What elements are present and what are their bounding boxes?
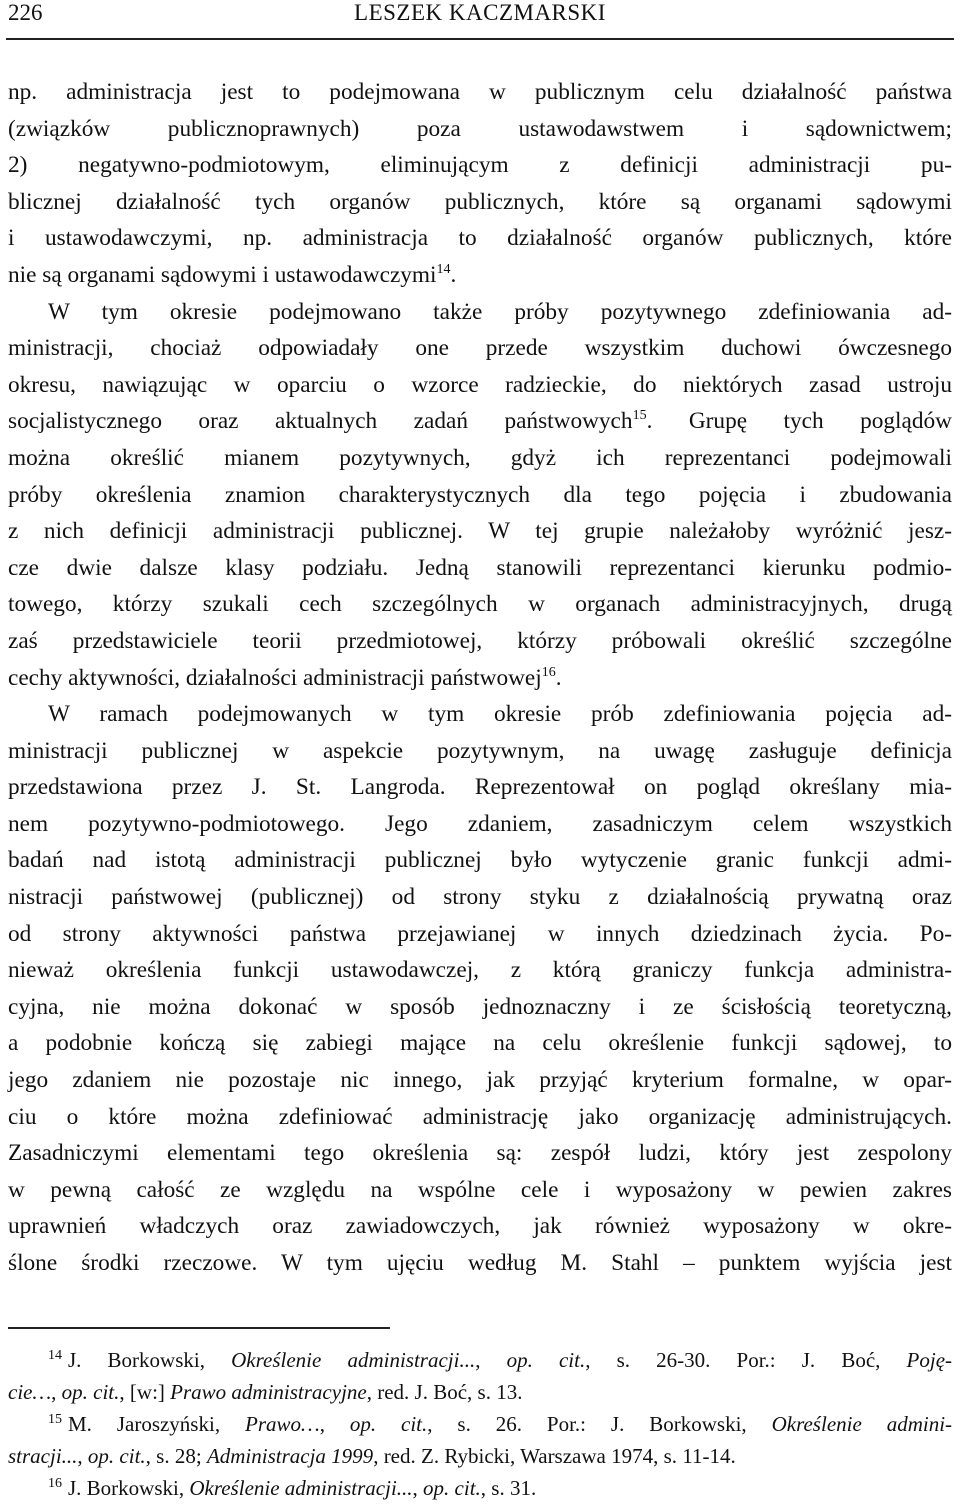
text-line: można określić mianem pozytywnych, gdyż ich reprezentanci podejmowali <box>8 444 952 471</box>
header-rule <box>6 38 954 40</box>
text-line: (związków publicznoprawnych) poza ustawodawstwem i sądownictwem; <box>8 115 952 142</box>
text-line: uprawnień władczych oraz zawiadowczych, jak również wyposażony w okre- <box>8 1213 952 1240</box>
footnote-ref-16: 16 <box>541 664 556 680</box>
text-line: cze dwie dalsze klasy podziału. Jedną stanowili reprezentanci kierunku podmio- <box>8 554 952 581</box>
page-header <box>8 0 952 30</box>
text-line: badań nad istotą administracji publicznej było wytyczenie granic funkcji admi- <box>8 847 952 874</box>
text-line: w pewną całość ze względu na wspólne cele i wyposażony w pewien zakres <box>8 1176 952 1203</box>
footnotes <box>8 1344 952 1504</box>
footnote-separator <box>8 1327 390 1329</box>
footnote-ref-15: 15 <box>632 408 647 424</box>
text-line: towego, którzy szukali cech szczególnych w organach administracyjnych, drugą <box>8 591 952 618</box>
text-line: od strony aktywności państwa przejawianej w innych dziedzinach życia. Po- <box>8 920 952 947</box>
footnote-15: $^{15}$ M. Jaroszyński, Prawo…, op. cit., s. 26. Por.: J. Borkowski, Określenie admini- <box>48 1412 953 1436</box>
text-line: zaś przedstawiciele teorii przedmiotowej, którzy próbowali określić szczególne <box>8 627 952 654</box>
text-line: nistracji państwowej (publicznej) od strony styku z działalnością prywatną oraz <box>8 884 952 911</box>
text-line: nem pozytywno-podmiotowego. Jego zdaniem, zasadniczym celem wszystkich <box>8 810 952 837</box>
text-line: jego zdaniem nie pozostaje nic innego, jak przyjąć kryterium formalne, w opar- <box>8 1067 952 1094</box>
text-line: cyjna, nie można dokonać w sposób jednoznaczny i ze ścisłością teoretyczną, <box>8 993 952 1020</box>
text-line: socjalistycznego oraz aktualnych zadań państwowych$^{15}$. Grupę tych poglądów <box>8 408 952 435</box>
footnote-number: 15 <box>48 1412 62 1427</box>
footnote-15-cont: stracji..., op. cit., s. 28; Administracja 1999, red. Z. Rybicki, Warszawa 1974, s. 11-14. <box>8 1444 736 1468</box>
running-title: LESZEK KACZMARSKI <box>354 0 606 25</box>
text-line: przedstawiona przez J. St. Langroda. Reprezentował on pogląd określany mia- <box>8 774 952 801</box>
footnote-14-cont: cie…, op. cit., [w:] Prawo administracyjne, red. J. Boć, s. 13. <box>8 1380 523 1404</box>
text-line: z nich definicji administracji publicznej. W tej grupie należałoby wyróżnić jesz- <box>8 518 952 545</box>
text-line: cechy aktywności, działalności administracji państwowej$^{16}$. <box>8 664 562 691</box>
text-line: blicznej działalność tych organów publicznych, które są organami sądowymi <box>8 188 952 215</box>
text-line: Zasadniczymi elementami tego określenia są: zespół ludzi, który jest zespolony <box>8 1140 952 1167</box>
text-line: ministracji, chociaż odpowiadały one przede wszystkim duchowi ówczesnego <box>8 335 952 362</box>
text-line: W tym okresie podejmowano także próby pozytywnego zdefiniowania ad- <box>48 298 952 325</box>
footnote-number: 14 <box>48 1348 62 1363</box>
text-line: ministracji publicznej w aspekcie pozytywnym, na uwagę zasługuje definicja <box>8 737 952 764</box>
body-text <box>8 74 952 1282</box>
text-line: a podobnie kończą się zabiegi mające na celu określenie funkcji sądowej, to <box>8 1030 952 1057</box>
text-line: i ustawodawczymi, np. administracja to działalność organów publicznych, które <box>8 225 952 252</box>
page-number: 226 <box>8 0 43 25</box>
footnote-14: $^{14}$ J. Borkowski, Określenie administracji..., op. cit., s. 26-30. Por.: J. Boć, Poję- <box>48 1348 953 1372</box>
footnote-number: 16 <box>48 1476 62 1491</box>
footnote-ref-14: 14 <box>436 262 451 278</box>
text-line: ślone środki rzeczowe. W tym ujęciu według M. Stahl – punktem wyjścia jest <box>8 1250 952 1276</box>
text-line: ciu o które można zdefiniować administrację jako organizację administrujących. <box>8 1103 952 1130</box>
text-line: nie są organami sądowymi i ustawodawczymi$^{14}$. <box>8 261 457 288</box>
text-line: np. administracja jest to podejmowana w publicznym celu działalność państwa <box>8 79 952 105</box>
text-line: 2) negatywno-podmiotowym, eliminującym z definicji administracji pu- <box>8 152 952 179</box>
footnote-16: $^{16}$ J. Borkowski, Określenie administracji..., op. cit., s. 31. <box>48 1476 537 1500</box>
text-line: W ramach podejmowanych w tym okresie prób zdefiniowania pojęcia ad- <box>48 701 952 728</box>
text-line: okresu, nawiązując w oparciu o wzorce radzieckie, do niektórych zasad ustroju <box>8 371 952 398</box>
text-line: nieważ określenia funkcji ustawodawczej, z którą graniczy funkcja administra- <box>8 957 952 984</box>
text-line: próby określenia znamion charakterystycznych dla tego pojęcia i zbudowania <box>8 481 952 508</box>
